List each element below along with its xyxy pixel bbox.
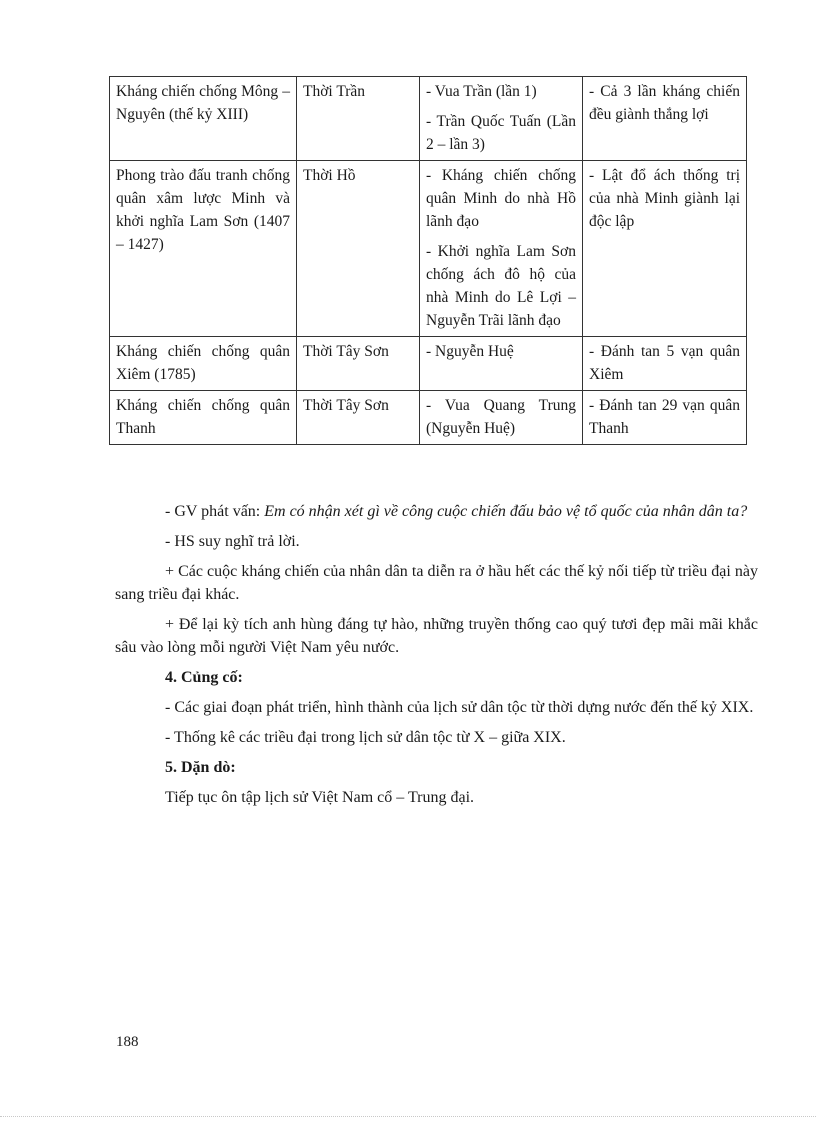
result-cell: - Đánh tan 29 vạn quân Thanh: [583, 391, 747, 445]
period-cell: Thời Trần: [297, 77, 420, 161]
page-number: 188: [116, 1034, 139, 1050]
event-cell: Kháng chiến chống Mông – Nguyên (thế kỷ XIII): [110, 77, 297, 161]
section-heading-homework: 5. Dặn dò:: [165, 759, 236, 776]
result-cell: - Lật đổ ách thống trị của nhà Minh giành lại độc lập: [583, 161, 747, 337]
body-text: [115, 500, 758, 816]
point-item: + Các cuộc kháng chiến của nhân dân ta diễn ra ở hầu hết các thế kỷ nối tiếp từ triều đại này sang triều đại khác.: [115, 563, 758, 603]
leader-item: - Khởi nghĩa Lam Sơn chống ách đô hộ của nhà Minh do Lê Lợi – Nguyễn Trãi lãnh đạo: [426, 243, 576, 329]
history-table: [109, 76, 747, 445]
period-cell: Thời Tây Sơn: [297, 391, 420, 445]
period-cell: Thời Tây Sơn: [297, 337, 420, 391]
table-row: [110, 337, 747, 391]
table-row: [110, 391, 747, 445]
event-cell: Phong trào đấu tranh chống quân xâm lược Minh và khởi nghĩa Lam Sơn (1407 – 1427): [110, 161, 297, 337]
table-row: [110, 77, 747, 161]
leader-item: - Nguyễn Huệ: [426, 343, 514, 360]
period-cell: Thời Hồ: [297, 161, 420, 337]
event-cell: Kháng chiến chống quân Xiêm (1785): [110, 337, 297, 391]
student-response: - HS suy nghĩ trả lời.: [165, 533, 300, 550]
teacher-question-text: Em có nhận xét gì về công cuộc chiến đấu bảo vệ tổ quốc của nhân dân ta?: [264, 503, 748, 520]
point-item: + Để lại kỳ tích anh hùng đáng tự hào, những truyền thống cao quý tươi đẹp mãi mãi khắc sâu vào lòng mỗi người Việt Nam yêu nước.: [115, 616, 758, 656]
consolidation-item: - Các giai đoạn phát triển, hình thành của lịch sử dân tộc từ thời dựng nước đến thế kỷ XIX.: [165, 699, 754, 716]
leader-item: - Vua Trần (lần 1): [426, 83, 537, 100]
leaders-cell: [420, 161, 583, 337]
section-heading-consolidation: 4. Củng cố:: [165, 669, 243, 686]
leaders-cell: [420, 337, 583, 391]
result-cell: - Đánh tan 5 vạn quân Xiêm: [583, 337, 747, 391]
table-row: [110, 161, 747, 337]
teacher-question-prefix: - GV phát vấn:: [165, 503, 265, 520]
leader-item: - Vua Quang Trung (Nguyễn Huệ): [426, 397, 576, 437]
teacher-question: [115, 500, 758, 523]
leader-item: - Trần Quốc Tuấn (Lần 2 – lần 3): [426, 113, 576, 153]
event-cell: Kháng chiến chống quân Thanh: [110, 391, 297, 445]
page-bottom-divider: [0, 1116, 816, 1117]
homework-text: Tiếp tục ôn tập lịch sử Việt Nam cổ – Trung đại.: [165, 789, 475, 806]
leaders-cell: [420, 391, 583, 445]
consolidation-item: - Thống kê các triều đại trong lịch sử dân tộc từ X – giữa XIX.: [165, 729, 566, 746]
result-cell: - Cả 3 lần kháng chiến đều giành thắng lợi: [583, 77, 747, 161]
leaders-cell: [420, 77, 583, 161]
leader-item: - Kháng chiến chống quân Minh do nhà Hồ lãnh đạo: [426, 167, 576, 230]
